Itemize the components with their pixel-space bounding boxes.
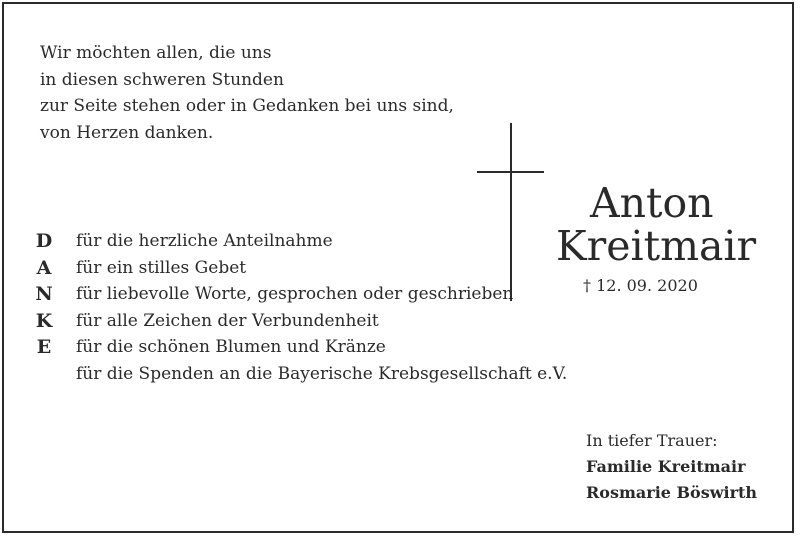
reason-item: für die Spenden an die Bayerische Krebsgesellschaft e.V. xyxy=(76,363,568,384)
danke-letter: E xyxy=(36,336,52,358)
signature-block xyxy=(586,428,757,506)
intro-text xyxy=(40,40,454,146)
intro-line: Wir möchten allen, die uns xyxy=(40,43,272,63)
danke-letter: N xyxy=(35,283,53,305)
reason-item: für liebevolle Worte, gesprochen oder geschrieben xyxy=(76,284,514,304)
signature-person: Rosmarie Böswirth xyxy=(586,483,758,502)
cross-icon-horizontal xyxy=(477,171,544,173)
intro-line: zur Seite stehen oder in Gedanken bei uns sind, xyxy=(40,96,454,116)
reason-item: für die herzliche Anteilnahme xyxy=(76,231,333,251)
danke-letter: A xyxy=(36,256,52,279)
signature-intro: In tiefer Trauer: xyxy=(586,431,718,450)
reason-item: für die schönen Blumen und Kränze xyxy=(76,337,386,357)
deceased-last-name: Kreitmair xyxy=(556,222,757,270)
signature-family: Familie Kreitmair xyxy=(586,457,746,476)
reason-item: für alle Zeichen der Verbundenheit xyxy=(76,310,379,331)
danke-letter: K xyxy=(35,309,53,332)
deceased-first-name: Anton xyxy=(590,179,714,227)
danke-letter: D xyxy=(35,230,53,252)
reason-item: für ein stilles Gebet xyxy=(76,257,247,278)
death-date: † 12. 09. 2020 xyxy=(583,276,698,295)
intro-line: in diesen schweren Stunden xyxy=(40,69,284,90)
intro-line: von Herzen danken. xyxy=(40,122,214,143)
reasons-list xyxy=(76,228,567,387)
danke-vertical-word xyxy=(30,228,58,361)
